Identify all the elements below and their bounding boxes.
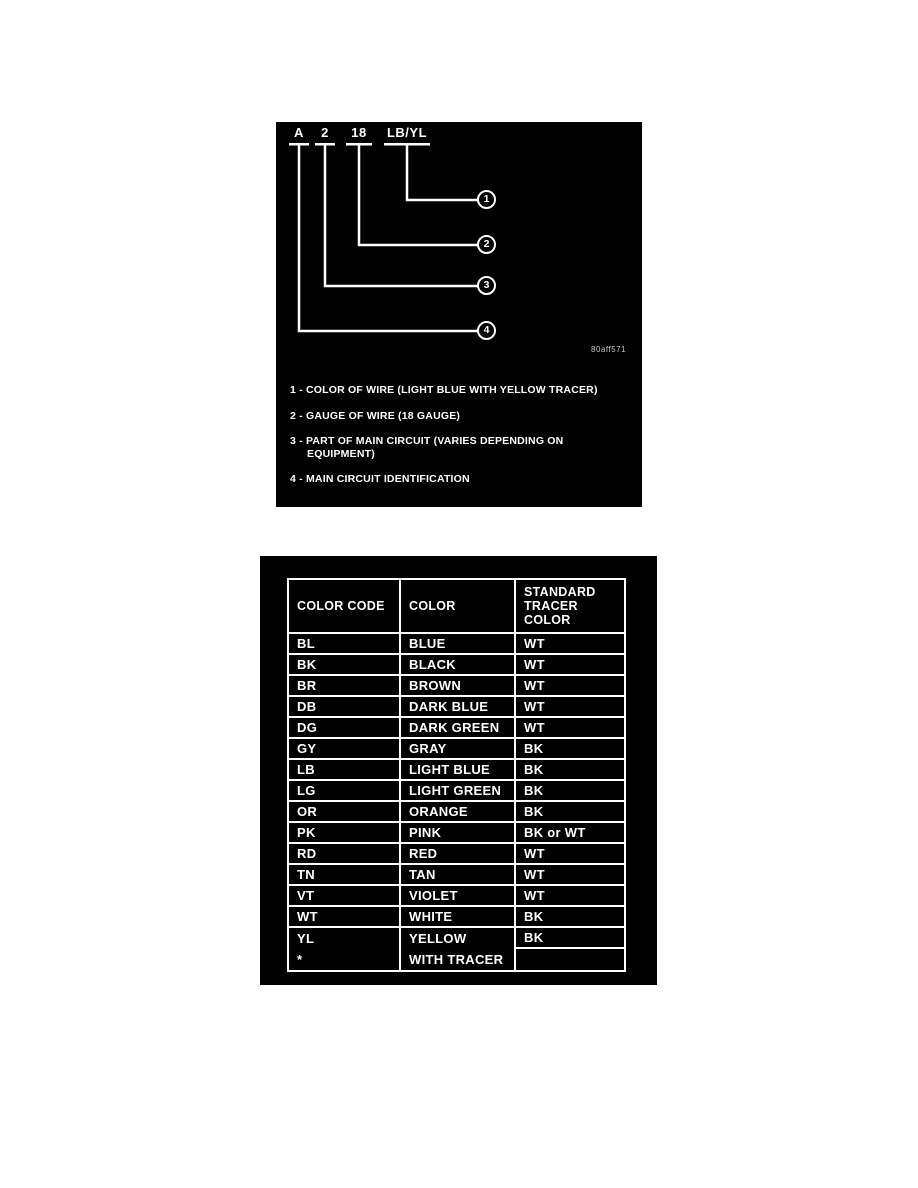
tracer-cell: BK [514, 907, 624, 928]
table-row [289, 739, 624, 760]
color-cell: BROWN [399, 676, 514, 697]
figure-id: 80aff571 [591, 345, 626, 354]
callout-circle [477, 321, 496, 340]
code-cell: YL [297, 931, 315, 946]
table-row [289, 676, 624, 697]
table-row [289, 928, 624, 949]
color-cell: YELLOW [399, 928, 514, 949]
tracer-cell: BK [514, 781, 624, 802]
color-cell: WITH TRACER [399, 949, 514, 970]
header-color: COLOR [399, 580, 514, 634]
tracer-cell: BK [514, 760, 624, 781]
code-part-label: 18 [351, 125, 367, 140]
legend-item: 1 - COLOR OF WIRE (LIGHT BLUE WITH YELLOW TRACER) [290, 384, 598, 396]
code-cell: PK [289, 823, 399, 844]
legend-item: 3 - PART OF MAIN CIRCUIT (VARIES DEPENDING ON EQUIPMENT) [290, 435, 564, 460]
table-row [289, 655, 624, 676]
callout-circle [477, 235, 496, 254]
code-cell: GY [289, 739, 399, 760]
table-row [289, 802, 624, 823]
callout-circle [477, 276, 496, 295]
table-row [289, 949, 624, 970]
code-cell: WT [289, 907, 399, 928]
leader-line-1 [407, 145, 479, 200]
code-cell: DG [289, 718, 399, 739]
color-cell: PINK [399, 823, 514, 844]
legend [290, 384, 630, 499]
header-row [289, 580, 624, 634]
tracer-cell: WT [514, 844, 624, 865]
tracer-cell: WT [514, 697, 624, 718]
color-cell: DARK GREEN [399, 718, 514, 739]
tracer-cell: BK [514, 802, 624, 823]
callout-number: 3 [483, 279, 490, 291]
color-cell: TAN [399, 865, 514, 886]
callout-number: 1 [483, 193, 490, 205]
color-cell: LIGHT GREEN [399, 781, 514, 802]
color-cell: BLACK [399, 655, 514, 676]
tracer-cell: WT [514, 886, 624, 907]
tracer-cell: WT [514, 655, 624, 676]
color-cell: ORANGE [399, 802, 514, 823]
table-row [289, 760, 624, 781]
tracer-cell [514, 949, 624, 970]
code-cell: DB [289, 697, 399, 718]
code-cell: RD [289, 844, 399, 865]
table-row [289, 907, 624, 928]
legend-item: 4 - MAIN CIRCUIT IDENTIFICATION [290, 473, 470, 485]
code-cell: TN [289, 865, 399, 886]
tracer-cell: BK [514, 739, 624, 760]
header-tracer: STANDARD TRACER COLOR [514, 580, 624, 634]
code-part-label: 2 [321, 125, 329, 140]
table-row [289, 844, 624, 865]
tracer-cell: WT [514, 634, 624, 655]
leader-line-2 [359, 145, 479, 245]
color-table-body [289, 634, 624, 970]
tracer-cell: WT [514, 676, 624, 697]
callout-circle [477, 190, 496, 209]
table-row [289, 718, 624, 739]
color-cell: GRAY [399, 739, 514, 760]
color-cell: LIGHT BLUE [399, 760, 514, 781]
tracer-cell: WT [514, 865, 624, 886]
color-code-table [287, 578, 626, 972]
code-cell: LB [289, 760, 399, 781]
code-cell: BL [289, 634, 399, 655]
legend-item: 2 - GAUGE OF WIRE (18 GAUGE) [290, 409, 461, 422]
callout-number: 4 [483, 324, 490, 336]
table-row [289, 634, 624, 655]
color-cell: RED [399, 844, 514, 865]
color-cell: DARK BLUE [399, 697, 514, 718]
code-cell: VT [289, 886, 399, 907]
color-cell: BLUE [399, 634, 514, 655]
code-cell: BK [289, 655, 399, 676]
code-cell: * [297, 952, 303, 967]
table-row [289, 781, 624, 802]
table-row [289, 697, 624, 718]
leader-line-3 [325, 145, 479, 286]
tracer-cell: BK [514, 928, 624, 949]
color-cell: VIOLET [399, 886, 514, 907]
wire-code-diagram-panel [276, 122, 642, 507]
tracer-cell: WT [514, 718, 624, 739]
code-cell: LG [289, 781, 399, 802]
table-row [289, 865, 624, 886]
table-row [289, 886, 624, 907]
code-part-label: LB/YL [386, 125, 428, 140]
callout-number: 2 [483, 238, 490, 250]
table-row [289, 823, 624, 844]
code-part-label: A [294, 125, 304, 140]
color-cell: WHITE [399, 907, 514, 928]
tracer-cell: BK or WT [514, 823, 624, 844]
header-color-code: COLOR CODE [289, 580, 399, 634]
code-cell: OR [289, 802, 399, 823]
code-cell: BR [289, 676, 399, 697]
color-code-table-panel [260, 556, 657, 985]
